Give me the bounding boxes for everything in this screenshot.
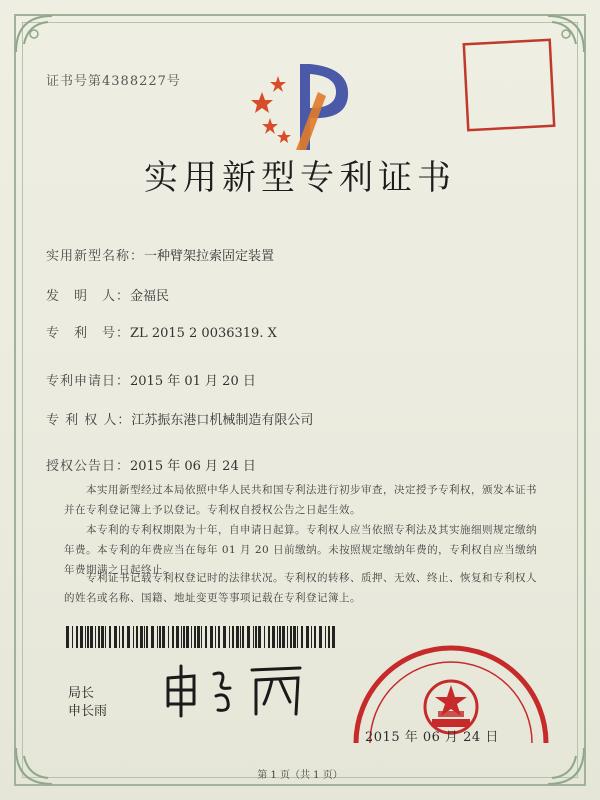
barcode-bar	[282, 626, 285, 648]
certificate-number-value: 4388227	[102, 74, 167, 89]
field-value: ZL 2015 2 0036319. X	[130, 326, 277, 341]
barcode-bar	[205, 626, 207, 648]
field-label: 专 利 权 人：	[46, 413, 132, 428]
barcode-bar	[80, 626, 83, 648]
barcode-bar	[223, 626, 226, 648]
barcode-bar	[232, 626, 234, 648]
certificate-number	[46, 70, 181, 89]
barcode-bar	[301, 626, 303, 648]
barcode-bar	[191, 626, 192, 648]
barcode-bar	[242, 626, 244, 648]
barcode-bar	[264, 626, 265, 648]
barcode-bar	[194, 626, 196, 648]
field-grant-date	[46, 455, 256, 474]
barcode-bar	[279, 626, 281, 648]
barcode-bar	[255, 626, 257, 648]
barcode-bar	[218, 626, 220, 648]
barcode-bar	[181, 626, 182, 648]
barcode-bar	[306, 626, 309, 648]
field-patentee	[46, 409, 313, 428]
barcode-bar	[197, 626, 200, 648]
barcode-bar	[247, 626, 250, 648]
field-value: 金福民	[130, 289, 170, 304]
barcode-bar	[127, 626, 130, 648]
field-filing-date	[46, 370, 256, 389]
barcode-bar	[136, 626, 138, 648]
barcode-bar	[140, 626, 143, 648]
barcode-bar	[272, 626, 275, 648]
barcode-bar	[290, 626, 292, 648]
barcode	[66, 626, 336, 648]
barcode-bar	[122, 626, 124, 648]
barcode-bar	[240, 626, 241, 648]
barcode-bar	[76, 626, 78, 648]
certificate-number-label: 证书号第	[46, 74, 103, 89]
barcode-bar	[133, 626, 134, 648]
field-label: 授权公告日：	[46, 459, 131, 474]
barcode-bar	[101, 626, 104, 648]
barcode-bar	[253, 626, 254, 648]
field-label: 专利申请日：	[46, 374, 131, 389]
barcode-bar	[332, 626, 335, 648]
barcode-bar	[319, 626, 322, 648]
field-inventor	[46, 285, 169, 304]
patent-office-emblem-icon	[248, 52, 358, 157]
barcode-bar	[157, 626, 158, 648]
corner-ornament-top-left	[14, 14, 74, 54]
field-value: 2015 年 06 月 24 日	[130, 459, 256, 474]
barcode-bar	[176, 626, 179, 648]
barcode-bar	[109, 626, 111, 648]
barcode-bar	[297, 626, 298, 648]
barcode-bar	[328, 626, 330, 648]
field-label: 发 明 人：	[46, 289, 131, 304]
field-utility-model-name	[46, 245, 274, 264]
barcode-bar	[85, 626, 86, 648]
barcode-bar	[236, 626, 239, 648]
barcode-bar	[311, 626, 312, 648]
barcode-bar	[146, 626, 148, 648]
barcode-bar	[151, 626, 154, 648]
barcode-bar	[66, 626, 69, 648]
barcode-bar	[183, 626, 185, 648]
top-right-stamp	[460, 36, 558, 134]
field-value: 江苏振东港口机械制造有限公司	[131, 413, 314, 428]
handwritten-signature	[160, 660, 310, 720]
barcode-bar	[210, 626, 213, 648]
barcode-bar	[159, 626, 161, 648]
field-label: 实用新型名称：	[46, 249, 145, 264]
barcode-bar	[87, 626, 89, 648]
seal-date: 2015 年 06 月 24 日	[365, 730, 499, 745]
body-paragraph-legal-status: 专利证书记载专利权登记时的法律状况。专利权的转移、质押、无效、终止、恢复和专利权人的姓名或名称、国籍、地址变更等事项记载在专利登记簿上。	[64, 572, 537, 604]
barcode-bar	[325, 626, 326, 648]
barcode-bar	[172, 626, 174, 648]
field-patent-number	[46, 322, 277, 341]
barcode-bar	[277, 626, 278, 648]
barcode-bar	[229, 626, 230, 648]
signatory-name: 申长雨	[68, 704, 108, 719]
barcode-bar	[144, 626, 145, 648]
barcode-bar	[293, 626, 296, 648]
barcode-bar	[215, 626, 216, 648]
barcode-bar	[72, 626, 73, 648]
body-paragraph-grant: 本实用新型经过本局依照中华人民共和国专利法进行初步审查，决定授予专利权，颁发本证书并在专利登记簿上予以登记。专利权自授权公告之日起生效。	[64, 484, 537, 516]
barcode-bar	[268, 626, 270, 648]
barcode-bar	[287, 626, 288, 648]
barcode-bar	[114, 626, 117, 648]
barcode-bar	[201, 626, 202, 648]
barcode-bar	[105, 626, 106, 648]
field-value: 一种臂架拉索固定装置	[144, 249, 275, 264]
barcode-bar	[98, 626, 100, 648]
barcode-bar	[186, 626, 189, 648]
field-label: 专 利 号：	[46, 326, 131, 341]
barcode-bar	[119, 626, 120, 648]
barcode-bar	[95, 626, 96, 648]
barcode-bar	[258, 626, 261, 648]
body-paragraph-term: 本专利的专利权期限为十年，自申请日起算。专利权人应当依照专利法及其实施细则规定缴纳年费。本专利的年费应当在每年 01 月 20 日前缴纳。未按照规定缴纳年费的，专利权自应当缴纳年费期满之日起终止。	[64, 524, 538, 576]
barcode-bar	[314, 626, 316, 648]
field-value: 2015 年 01 月 20 日	[130, 374, 256, 389]
barcode-bar	[90, 626, 93, 648]
barcode-bar	[168, 626, 169, 648]
page-number: 第 1 页（共 1 页）	[257, 770, 343, 781]
barcode-bar	[162, 626, 165, 648]
certificate-title: 实用新型专利证书	[144, 158, 456, 198]
certificate-number-suffix: 号	[166, 74, 181, 89]
signatory-title: 局长	[68, 686, 95, 701]
